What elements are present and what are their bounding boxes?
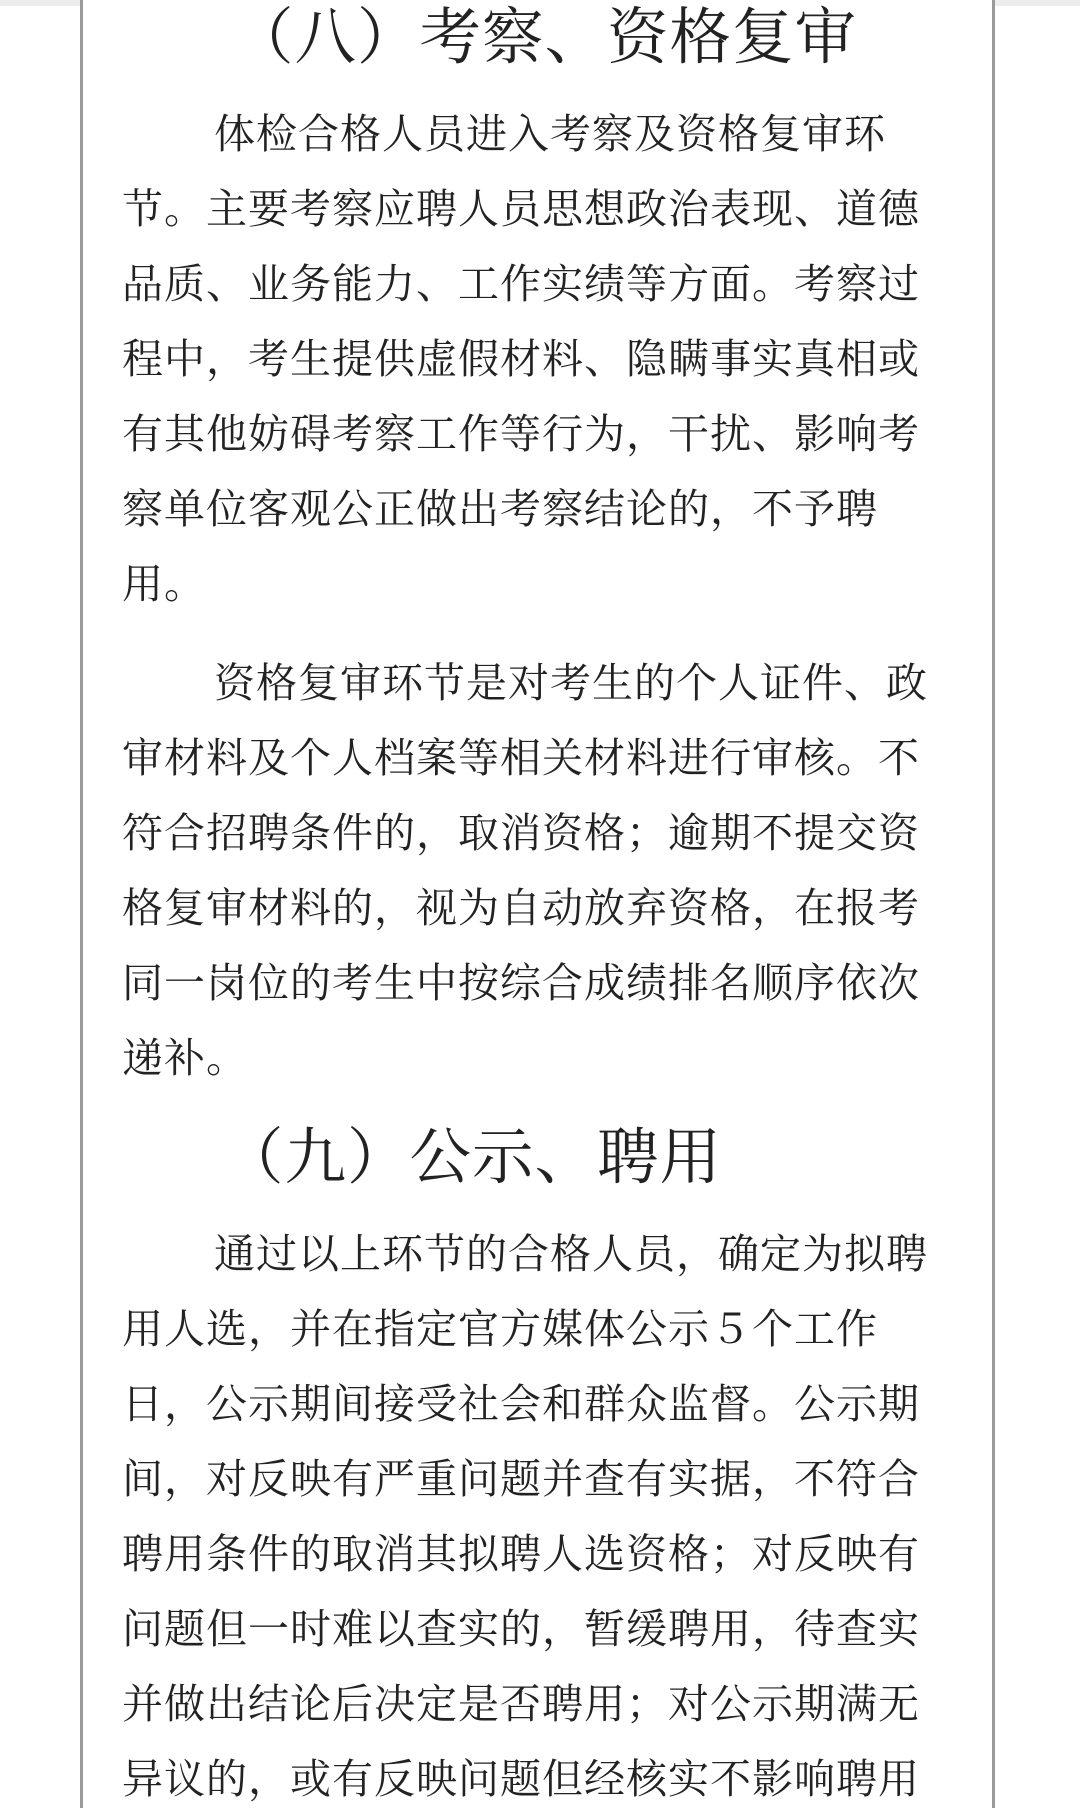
text-line: 符合招聘条件的，取消资格；逾期不提交资 <box>122 809 920 857</box>
text-line: 问题但一时难以查实的，暂缓聘用，待查实 <box>122 1605 920 1653</box>
text-line: 审材料及个人档案等相关材料进行审核。不 <box>122 734 920 782</box>
text-line: 有其他妨碍考察工作等行为，干扰、影响考 <box>122 410 920 458</box>
text-line: 察单位客观公正做出考察结论的，不予聘 <box>122 485 878 533</box>
paragraph-publicity-employment <box>122 1217 942 1817</box>
text-line: 递补。 <box>122 1034 248 1082</box>
text-line: 用人选，并在指定官方媒体公示５个工作 <box>122 1305 878 1353</box>
text-line: 并做出结论后决定是否聘用；对公示期满无 <box>122 1680 920 1728</box>
text-line: 资格复审环节是对考生的个人证件、政 <box>214 659 928 707</box>
text-line: 用。 <box>122 560 206 608</box>
text-line: 间，对反映有严重问题并查有实据，不符合 <box>122 1455 920 1503</box>
section-heading-8: （八）考察、资格复审 <box>232 1 858 73</box>
text-line: 同一岗位的考生中按综合成绩排名顺序依次 <box>122 959 920 1007</box>
text-line: 品质、业务能力、工作实绩等方面。考察过 <box>122 260 920 308</box>
text-line: 通过以上环节的合格人员，确定为拟聘 <box>214 1230 928 1278</box>
text-line: 体检合格人员进入考察及资格复审环 <box>214 110 886 158</box>
text-line: 格复审材料的，视为自动放弃资格，在报考 <box>122 884 920 932</box>
paragraph-qualification-review <box>122 646 942 1096</box>
text-line: 异议的，或有反映问题但经核实不影响聘用 <box>122 1755 920 1803</box>
section-heading-9: （九）公示、聘用 <box>222 1121 723 1193</box>
paragraph-inspection <box>122 97 942 622</box>
document-content <box>122 0 942 1817</box>
text-line: 聘用条件的取消其拟聘人选资格；对反映有 <box>122 1530 920 1578</box>
text-line: 日，公示期间接受社会和群众监督。公示期 <box>122 1380 920 1428</box>
text-line: 节。主要考察应聘人员思想政治表现、道德 <box>122 185 920 233</box>
text-line: 程中，考生提供虚假材料、隐瞒事实真相或 <box>122 335 920 383</box>
